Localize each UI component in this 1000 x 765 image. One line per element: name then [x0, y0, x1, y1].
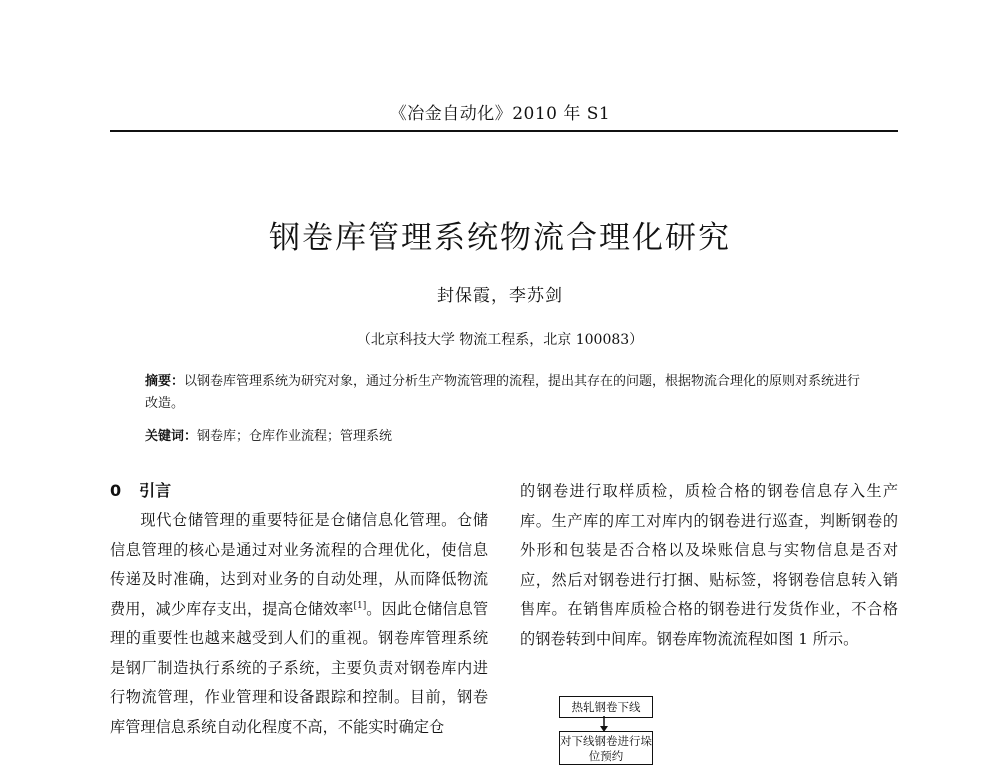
paper-affiliation: （北京科技大学 物流工程系，北京 100083）: [356, 332, 644, 348]
flowchart-box-coil-offline: 热轧钢卷下线: [559, 696, 653, 718]
section-heading: [110, 478, 171, 501]
paper-authors: 封保霞，李苏剑: [437, 286, 563, 306]
section-number: 0: [110, 481, 122, 500]
paragraph-text: 现代仓储管理的重要特征是仓储信息化管理。仓储信息管理的核心是通过对业务流程的合理优化，使信息传递及时准确，达到对业务的自动处理，从而降低物流费用，减少库存支出，提高仓储效率: [110, 511, 488, 618]
paragraph: [520, 477, 898, 654]
journal-header: 《冶金自动化》2010 年 S1: [389, 104, 611, 124]
body-right-column: [520, 477, 898, 654]
header-divider: [110, 130, 898, 132]
keywords-text: 钢卷库；仓库作业流程；管理系统: [197, 429, 393, 444]
paper-title: 钢卷库管理系统物流合理化研究: [269, 220, 731, 256]
keywords: [145, 426, 873, 448]
paragraph: [110, 506, 488, 742]
abstract-label: 摘要：: [145, 374, 185, 389]
reference-marker: [1]: [353, 600, 367, 611]
paragraph-text: 的钢卷进行取样质检，质检合格的钢卷信息存入生产库。生产库的库工对库内的钢卷进行巡查，判断钢卷的外形和包装是否合格以及垛账信息与实物信息是否对应，然后对钢卷进行打捆、贴标签，将钢卷信息转入销售库。在销售库质检合格的钢卷进行发货作业，不合格的钢卷转到中间库。钢卷库物流流程如图 1 所示。: [520, 482, 898, 648]
section-title: 引言: [139, 481, 172, 500]
flowchart-box-slot-reservation: 对下线钢卷进行垛位预约: [559, 731, 653, 765]
flowchart-arrow-icon: [598, 716, 610, 732]
paragraph-text-continued: 。因此仓储信息管理的重要性也越来越受到人们的重视。钢卷库管理系统是钢厂制造执行系统的子系统，主要负责对钢卷库内进行物流管理，作业管理和设备跟踪和控制。目前，钢卷库管理信息系统自动化程度不高，不能实时确定仓: [110, 599, 488, 736]
keywords-label: 关键词：: [145, 429, 198, 444]
body-left-column: [110, 506, 488, 742]
abstract: [145, 371, 873, 415]
abstract-text: 以钢卷库管理系统为研究对象，通过分析生产物流管理的流程，提出其存在的问题，根据物流合理化的原则对系统进行改造。: [145, 374, 861, 411]
